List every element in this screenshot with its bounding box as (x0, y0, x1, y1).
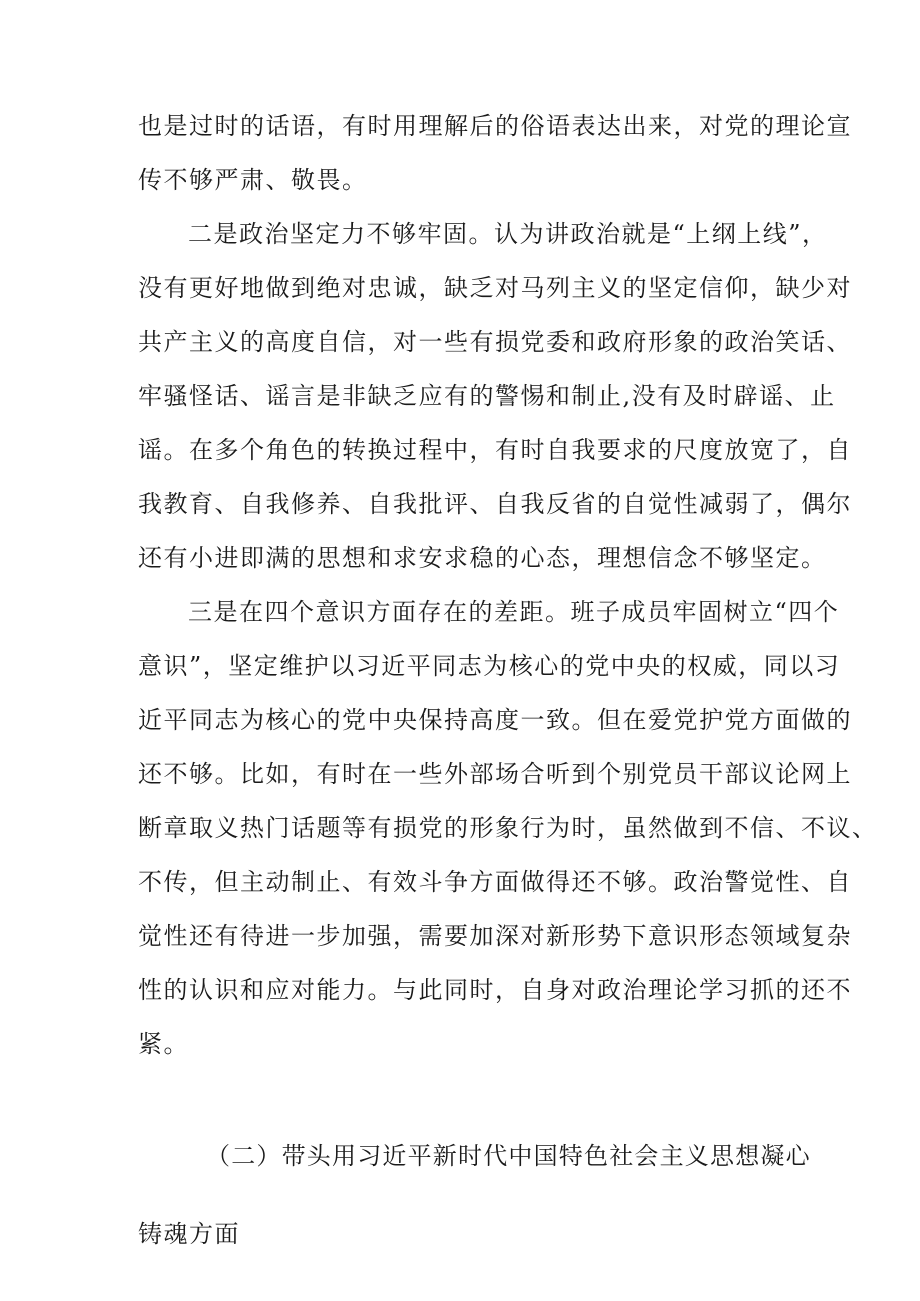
paragraph-line: 断章取义热门话题等有损党的形象行为时，虽然做到不信、不议、 (138, 814, 878, 842)
paragraph-line: 还不够。比如，有时在一些外部场合听到个别党员干部议论网上 (138, 760, 852, 788)
paragraph-line: 共产主义的高度自信，对一些有损党委和政府形象的政治笑话、 (138, 328, 852, 356)
paragraph-line: 牢骚怪话、谣言是非缺乏应有的警惕和制止,没有及时辟谣、止 (138, 382, 836, 410)
paragraph-line: 三是在四个意识方面存在的差距。班子成员牢固树立“四个 (188, 598, 840, 626)
paragraph-line: 意识”，坚定维护以习近平同志为核心的党中央的权威，同以习 (138, 652, 841, 680)
paragraph-line: 传不够严肃、敬畏。 (138, 166, 368, 194)
paragraph-line: 近平同志为核心的党中央保持高度一致。但在爱党护党方面做的 (138, 706, 852, 734)
paragraph-line: 我教育、自我修养、自我批评、自我反省的自觉性减弱了，偶尔 (138, 490, 852, 518)
paragraph-line: 性的认识和应对能力。与此同时，自身对政治理论学习抓的还不 (138, 976, 852, 1004)
paragraph-line: 觉性还有待进一步加强，需要加深对新形势下意识形态领域复杂 (138, 922, 852, 950)
paragraph-line: 紧。 (138, 1030, 189, 1058)
paragraph-line: 没有更好地做到绝对忠诚，缺乏对马列主义的坚定信仰，缺少对 (138, 274, 852, 302)
paragraph-line: 也是过时的话语，有时用理解后的俗语表达出来，对党的理论宣 (138, 112, 852, 140)
section-heading: （二）带头用习近平新时代中国特色社会主义思想凝心 (206, 1142, 811, 1170)
paragraph-line: 二是政治坚定力不够牢固。认为讲政治就是“上纲上线”， (188, 220, 828, 248)
paragraph-line: 谣。在多个角色的转换过程中，有时自我要求的尺度放宽了，自 (138, 436, 852, 464)
paragraph-line: 还有小进即满的思想和求安求稳的心态，理想信念不够坚定。 (138, 544, 827, 572)
paragraph-line: 不传，但主动制止、有效斗争方面做得还不够。政治警觉性、自 (138, 868, 852, 896)
section-heading-continuation: 铸魂方面 (138, 1220, 240, 1248)
